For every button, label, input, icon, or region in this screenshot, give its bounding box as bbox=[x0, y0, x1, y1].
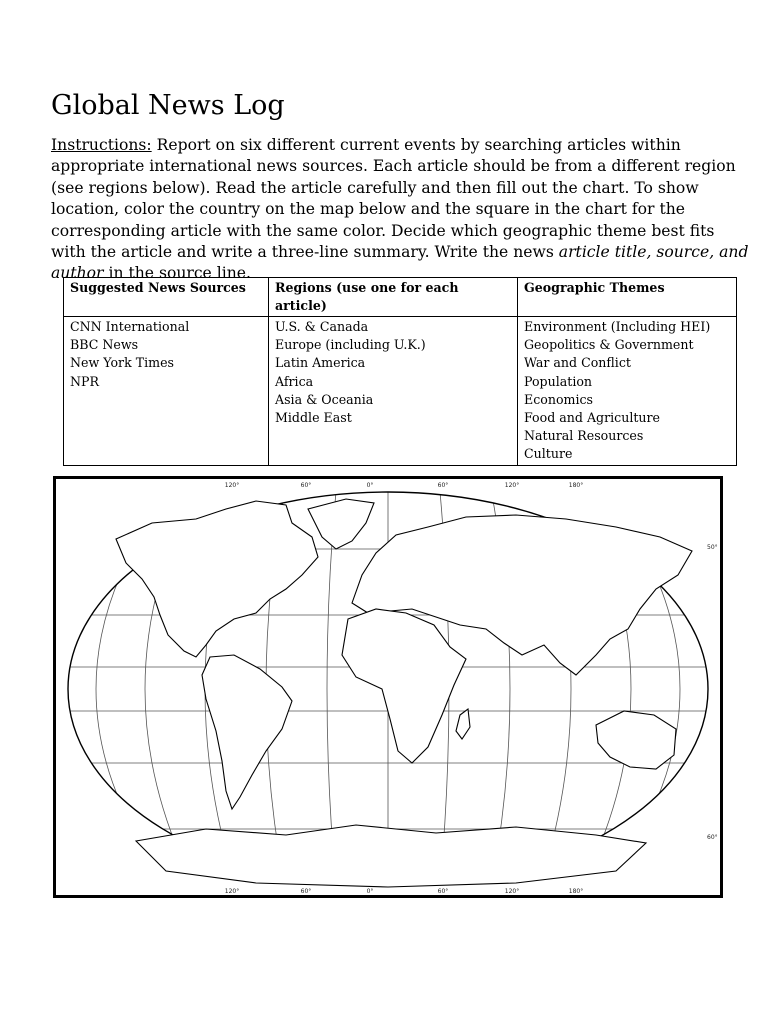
list-item: U.S. & Canada bbox=[275, 319, 369, 334]
instructions-lead: Instructions: bbox=[51, 136, 152, 154]
instructions-emphasis: article title, source, and author bbox=[51, 243, 749, 283]
instructions-text-2: in the source line. bbox=[103, 264, 251, 283]
list-item: War and Conflict bbox=[524, 355, 631, 371]
list-item: Africa bbox=[275, 373, 314, 389]
header-regions: Regions (use one for each article) bbox=[269, 278, 518, 317]
list-item: Culture bbox=[524, 446, 573, 462]
bottom-label-0: 0° bbox=[366, 888, 374, 895]
antarctica-shape bbox=[136, 825, 646, 887]
africa-shape bbox=[342, 609, 466, 763]
list-item: Europe (including U.K.) bbox=[275, 337, 426, 353]
lat-label-south: 60° bbox=[707, 834, 718, 841]
instructions-text-1: Report on six different current events by searching articles within appropriate international news sources. Each article should be from a different region (see regions below). Read the article carefully and then fill out the chart. To show location, color the country on the map below and the square in the chart for the corresponding article with the same color. Decide which geographic theme best fits with the article and write a three-line summary. Write the news bbox=[51, 136, 736, 262]
north-america-shape bbox=[116, 501, 318, 657]
south-america-shape bbox=[202, 655, 292, 809]
top-label-120w: 120° bbox=[224, 482, 240, 489]
top-longitude-labels bbox=[225, 482, 583, 489]
bottom-longitude-labels bbox=[225, 888, 583, 895]
page-title: Global News Log bbox=[51, 90, 285, 121]
list-item: Food and Agriculture bbox=[524, 410, 661, 426]
bottom-label-60w: 60° bbox=[300, 888, 312, 895]
themes-cell bbox=[518, 317, 737, 466]
list-item: Economics bbox=[524, 391, 594, 407]
list-item: Geopolitics & Government bbox=[524, 337, 694, 353]
top-label-60w: 60° bbox=[300, 482, 312, 489]
header-themes: Geographic Themes bbox=[518, 278, 737, 317]
list-item: Population bbox=[524, 373, 593, 389]
header-suggested-sources: Suggested News Sources bbox=[64, 278, 269, 317]
top-label-60e: 60° bbox=[437, 482, 449, 489]
bottom-label-120e: 120° bbox=[504, 888, 520, 895]
world-outline-map bbox=[53, 476, 723, 898]
australia-shape bbox=[596, 711, 676, 769]
sources-table bbox=[63, 277, 737, 466]
instructions-paragraph bbox=[51, 135, 751, 285]
list-item: Latin America bbox=[275, 355, 366, 371]
table-header-row bbox=[64, 278, 737, 317]
list-item: BBC News bbox=[70, 337, 139, 353]
bottom-label-60e: 60° bbox=[437, 888, 449, 895]
list-item: Environment (Including HEI) bbox=[524, 319, 711, 334]
top-label-120e: 120° bbox=[504, 482, 520, 489]
list-item: Asia & Oceania bbox=[275, 391, 374, 407]
list-item: New York Times bbox=[70, 355, 174, 371]
bottom-label-180: 180° bbox=[568, 888, 584, 895]
list-item: CNN International bbox=[70, 319, 190, 334]
greenland-shape bbox=[308, 499, 374, 549]
sources-cell bbox=[64, 317, 269, 466]
top-label-0: 0° bbox=[366, 482, 374, 489]
lat-label-north: 50° bbox=[707, 544, 718, 551]
list-item: NPR bbox=[70, 373, 99, 389]
list-item: Natural Resources bbox=[524, 428, 644, 444]
table-row bbox=[64, 317, 737, 466]
top-label-180: 180° bbox=[568, 482, 584, 489]
madagascar-shape bbox=[456, 709, 470, 739]
map-graphic bbox=[56, 479, 720, 895]
bottom-label-120w: 120° bbox=[224, 888, 240, 895]
regions-cell bbox=[269, 317, 518, 466]
list-item: Middle East bbox=[275, 410, 352, 426]
